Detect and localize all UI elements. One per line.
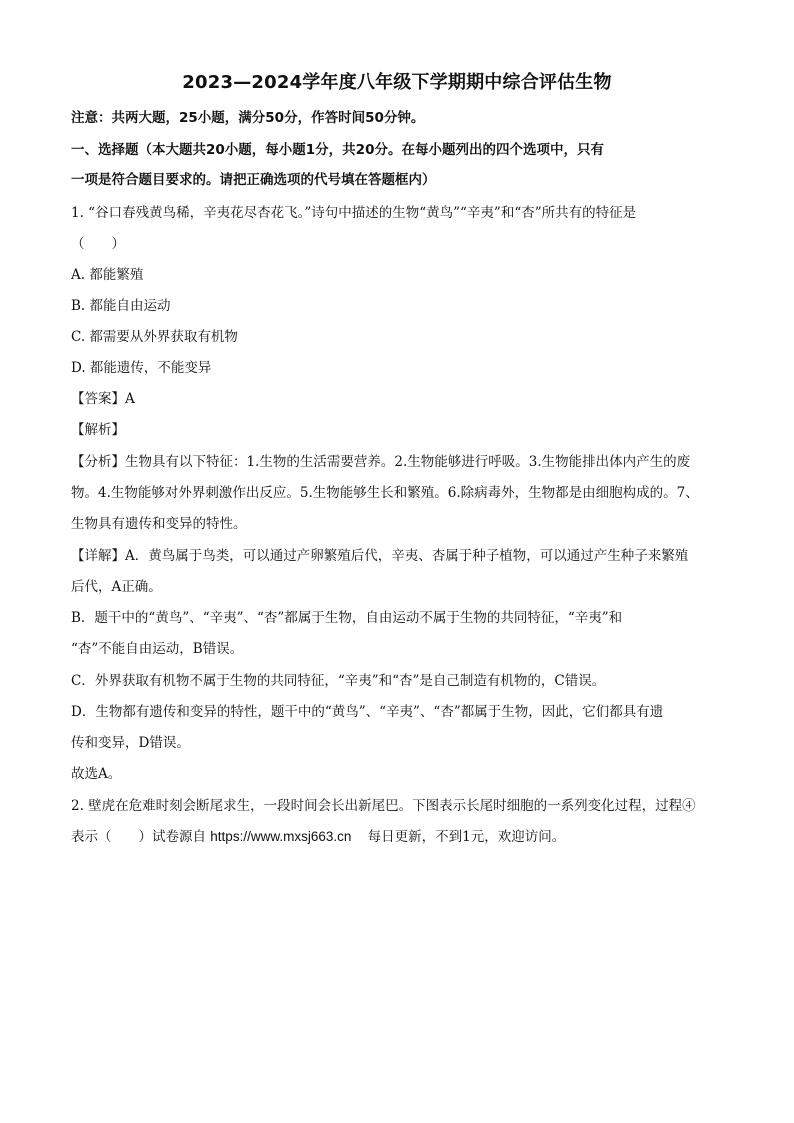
notice: 注意：共两大题，25小题，满分50分，作答时间50分钟。 — [71, 110, 425, 126]
fenxi-line-3: 生物具有遗传和变异的特性。 — [71, 516, 247, 532]
question-2-suffix: 每日更新，不到1元，欢迎访问。 — [367, 829, 566, 845]
section-heading-line-1: 一、选择题（本大题共20小题，每小题1分，共20分。在每小题列出的四个选项中，只有 — [71, 142, 604, 158]
fenxi-line-1: 【分析】生物具有以下特征：1.生物的生活需要营养。2.生物能够进行呼吸。3.生物能排出体内产生的废 — [71, 454, 691, 470]
detail-line-2: 后代，A正确。 — [71, 579, 162, 595]
source-url-link[interactable]: https://www.mxsj663.cn — [210, 829, 352, 844]
option-b: B. 都能自由运动 — [71, 298, 171, 314]
detail-line-3: B．题干中的“黄鸟”、“辛夷”、“杏”都属于生物，自由运动不属于生物的共同特征，“辛夷”和 — [71, 610, 623, 626]
detail-line-6: D．生物都有遗传和变异的特性，题干中的“黄鸟”、“辛夷”、“杏”都属于生物，因此，它们都具有遗 — [71, 704, 664, 720]
detail-line-1: 【详解】A．黄鸟属于鸟类，可以通过产卵繁殖后代，辛夷、杏属于种子植物，可以通过产生种子来繁殖 — [71, 548, 689, 564]
question-1-bracket: （ ） — [71, 236, 125, 252]
fenxi-line-2: 物。4.生物能够对外界刺激作出反应。5.生物能够生长和繁殖。6.除病毒外，生物都是由细胞构成的。7、 — [71, 485, 699, 501]
page-title: 2023—2024学年度八年级下学期期中综合评估生物 — [182, 72, 612, 93]
final-choice: 故选A。 — [71, 766, 122, 782]
detail-line-5: C．外界获取有机物不属于生物的共同特征，“辛夷”和“杏”是自己制造有机物的，C错误。 — [71, 673, 606, 689]
analysis-label: 【解析】 — [71, 422, 125, 438]
option-c: C. 都需要从外界获取有机物 — [71, 329, 238, 345]
question-2-stem: 2. 壁虎在危难时刻会断尾求生，一段时间会长出新尾巴。下图表示长尾时细胞的一系列变化过程，过程④ — [71, 798, 696, 814]
detail-line-4: “杏”不能自由运动，B错误。 — [71, 641, 244, 657]
question-2-stem-line-2 — [71, 827, 721, 847]
answer-label: 【答案】A — [71, 391, 135, 407]
option-d: D. 都能遗传，不能变异 — [71, 360, 212, 376]
question-1-stem: 1. “谷口春残黄鸟稀，辛夷花尽杏花飞。”诗句中描述的生物“黄鸟”“辛夷”和“杏”所共有的特征是 — [71, 205, 637, 221]
section-heading-line-2: 一项是符合题目要求的。请把正确选项的代号填在答题框内） — [71, 172, 436, 188]
option-a: A. 都能繁殖 — [71, 267, 144, 283]
question-2-prefix: 表示（ ）试卷源自 — [71, 829, 206, 845]
detail-line-7: 传和变异，D错误。 — [71, 735, 190, 751]
